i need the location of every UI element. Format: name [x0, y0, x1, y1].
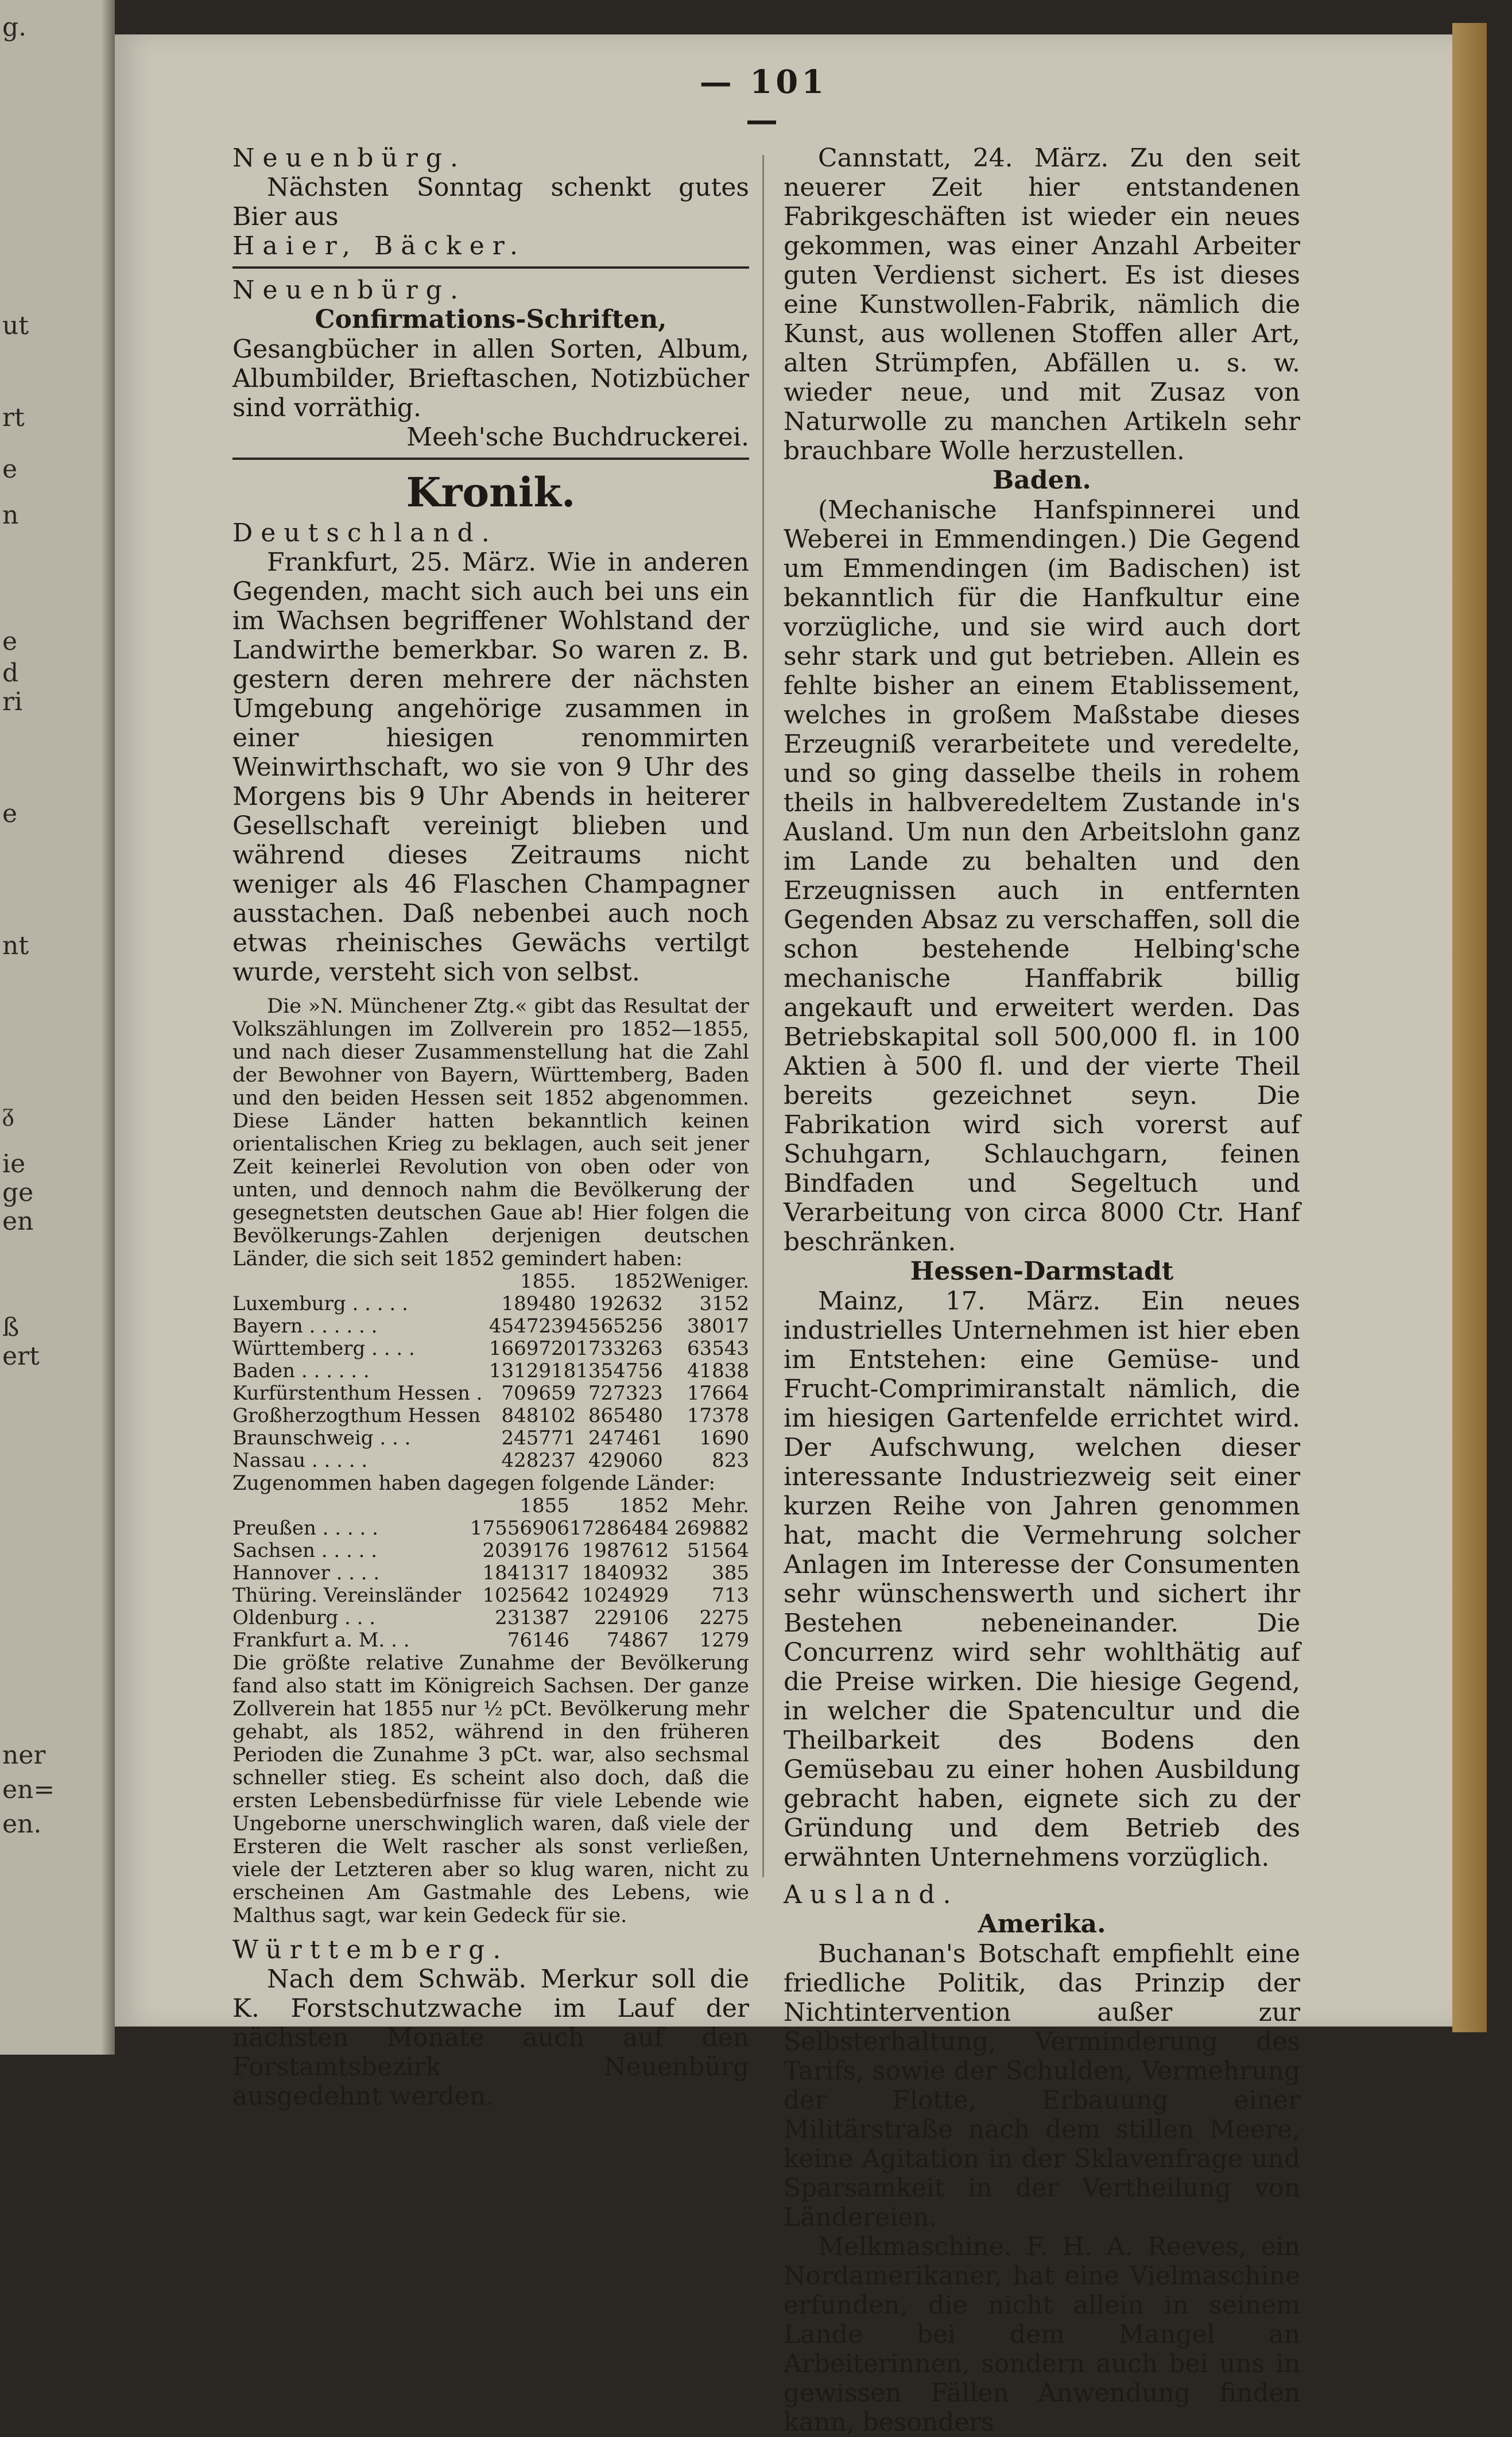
left-page-text: ge — [2, 1178, 34, 1207]
table-cell: 247461 — [588, 1427, 663, 1450]
table-row — [232, 1540, 749, 1562]
table-cell: Preußen . . . . . — [232, 1517, 378, 1540]
ad2-title: Confirmations-Schriften, — [315, 305, 667, 334]
article-wuerttemberg: Nach dem Schwäb. Merkur soll die K. Forstschutzwache im Lauf der nächsten Monate auch auf den Forstamtsbezirk Neuenbürg ausgedehnt werden. — [232, 1965, 749, 2111]
section-heading-kronik: Kronik. — [406, 468, 576, 516]
table-cell: 3152 — [699, 1292, 749, 1315]
heading-deutschland: Deutschland. — [232, 518, 498, 548]
left-column — [232, 144, 749, 2111]
left-page-text: ß — [2, 1313, 20, 1342]
table-cell: 713 — [712, 1584, 749, 1607]
separator-rule — [232, 458, 749, 460]
column-divider — [762, 155, 764, 1877]
table-cell: 41838 — [687, 1359, 749, 1382]
table-row — [232, 1293, 749, 1315]
table-cell: 38017 — [687, 1315, 749, 1338]
table-cell: 2275 — [699, 1606, 749, 1629]
table-row — [232, 1405, 749, 1427]
table-cell: 1690 — [699, 1427, 749, 1450]
left-page-text: ie — [2, 1149, 26, 1179]
left-page-text: en. — [2, 1810, 42, 1839]
population-decrease-table — [232, 1270, 749, 1472]
table-header — [232, 1270, 489, 1293]
heading-baden: Baden. — [993, 466, 1091, 495]
table-cell: 74867 — [606, 1629, 669, 1652]
table-cell: 229106 — [594, 1606, 669, 1629]
table-header: Weniger. — [662, 1270, 749, 1293]
left-page-text: en — [2, 1207, 34, 1236]
table-cell: 63543 — [687, 1337, 749, 1360]
table-cell: 51564 — [687, 1539, 749, 1562]
table-cell: Großherzogthum Hessen — [232, 1404, 481, 1427]
table-row — [232, 1315, 749, 1338]
table-header — [232, 1495, 470, 1517]
table-cell: 192632 — [588, 1292, 663, 1315]
book-gutter — [101, 0, 115, 2055]
table-cell: 76146 — [507, 1629, 569, 1652]
left-page-text: ᵹ — [2, 1098, 14, 1127]
table-cell: 865480 — [588, 1404, 663, 1427]
table-cell: 429060 — [588, 1449, 663, 1472]
ad1-signature: Haier, Bäcker. — [232, 231, 526, 261]
table-cell: 727323 — [588, 1382, 663, 1405]
table-row — [232, 1517, 749, 1540]
left-page-text: ert — [2, 1342, 40, 1371]
table-cell: 1354756 — [576, 1359, 663, 1382]
page-edge — [1452, 23, 1487, 2032]
table-cell: Sachsen . . . . . — [232, 1539, 378, 1562]
left-page-text: ner — [2, 1741, 46, 1770]
left-page-text: ut — [2, 311, 29, 340]
table-row — [232, 1562, 749, 1584]
article-frankfurt: Frankfurt, 25. März. Wie in anderen Gegenden, macht sich auch bei uns ein im Wachsen begriffener Wohlstand der Landwirthe bemerkbar. So waren z. B. gestern deren mehrere der nächsten Umgebung angehörige zusammen in einer hiesigen renommirten Weinwirthschaft, wo sie von 9 Uhr des Morgens bis 9 Uhr Abends in heiterer Gesellschaft vereinigt blieben und während dieses Zeitraums nicht weniger als 46 Flaschen Champagner ausstachen. Daß nebenbei auch noch etwas rheinisches Gewächs vertilgt wurde, versteht sich von selbst. — [232, 548, 749, 987]
table-cell: 17556906 — [470, 1517, 569, 1540]
ad2-signature: Meeh'sche Buchdruckerei. — [406, 423, 749, 452]
table-cell: 1840932 — [581, 1562, 669, 1584]
table-row — [232, 1450, 749, 1472]
left-page-text: e — [2, 455, 18, 484]
table-cell: 1669720 — [489, 1337, 576, 1360]
table-row — [232, 1607, 749, 1629]
table-cell: 709659 — [501, 1382, 576, 1405]
table-row — [232, 1629, 749, 1652]
table-row — [232, 1584, 749, 1607]
table-cell: 428237 — [501, 1449, 576, 1472]
table-cell: 1025642 — [482, 1584, 569, 1607]
separator-rule — [232, 266, 749, 269]
table-cell: Luxemburg . . . . . — [232, 1292, 408, 1315]
table-row — [232, 1382, 749, 1405]
table-cell: 1024929 — [581, 1584, 669, 1607]
table-cell: 1279 — [699, 1629, 749, 1652]
left-page-text: g. — [2, 13, 27, 42]
left-page-text: nt — [2, 931, 29, 960]
table-cell: Frankfurt a. M. . . — [232, 1629, 410, 1652]
table-cell: Oldenburg . . . — [232, 1606, 376, 1629]
table-cell: Kurfürstenthum Hessen . — [232, 1382, 483, 1405]
table-cell: 1733263 — [576, 1337, 663, 1360]
heading-ausland: Ausland. — [784, 1880, 959, 1909]
table-cell: 17286484 — [569, 1517, 669, 1540]
table-header: 1855 — [519, 1494, 569, 1517]
article-buchanan: Buchanan's Botschaft empfiehlt eine friedliche Politik, das Prinzip der Nichtintervention außer zur Selbsterhaltung, Verminderung des Tarifs, sowie der Schulden, Vermehrung der Flotte, Erbauung einer Militärstraße nach dem stillen Meere, keine Agitation in der Sklavenfrage und Sparsamkeit in der Vertheilung von Ländereien. — [784, 1939, 1300, 2232]
left-page-text: d — [2, 658, 19, 688]
article-mainz: Mainz, 17. März. Ein neues industrielles Unternehmen ist hier eben im Entstehen: eine Gemüse- und Frucht-Comprimiranstalt nämlich, die im hiesigen Gartenfelde errichtet wird. Der Aufschwung, welchen dieser interessante Industriezweig seit einer kurzen Reihe von Jahren genommen hat, macht die Vermehrung solcher Anlagen im Interesse der Consumenten sehr wünschenswerth und sichert ihr Bestehen nebeneinander. Die Concurrenz wird sehr wohlthätig auf die Preise wirken. Die hiesige Gegend, in welcher die Spatencultur und die Theilbarkeit des Bodens den Gemüsebau zu einer hohen Ausbildung gebracht haben, eignete sich zu der Gründung und dem Betrieb des erwähnten Unternehmens vorzüglich. — [784, 1287, 1300, 1872]
page-number: — 101 — — [699, 63, 828, 139]
article-cannstatt: Cannstatt, 24. März. Zu den seit neuerer Zeit hier entstandenen Fabrikgeschäften ist wieder ein neues gekommen, was einer Anzahl Arbeiter guten Verdienst sichert. Es ist dieses eine Kunstwollen-Fabrik, nämlich die Kunst, aus wollenen Stoffen aller Art, alten Strümpfen, Abfällen u. s. w. wieder neue, und mit Zusaz von Naturwolle zu manchen Artikeln sehr brauchbare Wolle herzustellen. — [784, 144, 1300, 466]
table-cell: Baden . . . . . . — [232, 1359, 370, 1382]
table2-caption: Zugenommen haben dagegen folgende Länder: — [232, 1472, 716, 1495]
table-cell: 385 — [712, 1562, 749, 1584]
left-page-text: e — [2, 627, 18, 656]
table-cell: 2039176 — [482, 1539, 569, 1562]
table-cell: 269882 — [674, 1517, 749, 1540]
table-row — [232, 1427, 749, 1450]
table-cell: 4565256 — [576, 1315, 663, 1338]
table-cell: Nassau . . . . . — [232, 1449, 368, 1472]
article-melkmaschine: Melkmaschine. F. H. A. Reeves, ein Nordamerikaner, hat eine Vielmaschine erfunden, die nicht allein in seinem Lande bei dem Mangel an Arbeiterinnen, sondern auch bei uns in gewissen Fällen Anwendung finden kann, besonders — [784, 2232, 1300, 2437]
table-cell: 4547239 — [489, 1315, 576, 1338]
table-cell: 1987612 — [581, 1539, 669, 1562]
table-row — [232, 1360, 749, 1382]
left-page-text: rt — [2, 403, 25, 432]
table-cell: 189480 — [501, 1292, 576, 1315]
table-row — [232, 1338, 749, 1360]
right-column — [784, 144, 1300, 2437]
table-cell: 1312918 — [489, 1359, 576, 1382]
left-page-text: en= — [2, 1775, 55, 1804]
left-page-fragment — [0, 0, 115, 2055]
article-baden: (Mechanische Hanfspinnerei und Weberei in Emmendingen.) Die Gegend um Emmendingen (im Badischen) ist bekanntlich für die Hanfkultur eine vorzügliche, und sie wird auch dort sehr stark und gut betrieben. Allein es fehlte bisher an einem Etablissement, welches in großem Maßstabe dieses Erzeugniß verarbeitete und veredelte, und so ging dasselbe theils in rohem theils in halbveredeltem Zustande in's Ausland. Um nun den Arbeitslohn ganz im Lande zu behalten und den Erzeugnissen auch in entfernten Gegenden Absaz zu verschaffen, soll die schon bestehende Helbing'sche mechanische Hanffabrik billig angekauft und erweitert werden. Das Betriebskapital soll 500,000 fl. in 100 Aktien à 500 fl. und der vierte Theil bereits gezeichnet seyn. Die Fabrikation wird sich vorerst auf Schuhgarn, Schlauchgarn, feinen Bindfaden und Segeltuch und Verarbeitung von circa 8000 Ctr. Hanf beschränken. — [784, 495, 1300, 1257]
article-census-outro: Die größte relative Zunahme der Bevölkerung fand also statt im Königreich Sachsen. Der ganze Zollverein hat 1855 nur ½ pCt. Bevölkerung mehr gehabt, als 1852, während in den früheren Perioden die Zunahme 3 pCt. war, also sechsmal schneller stieg. Es scheint also doch, daß die ersten Lebensbedürfnisse für viele Lebende wie Ungeborne unerschwinglich waren, daß viele der Ersteren die Welt rascher als sonst verließen, viele der Letzteren aber so klug waren, nicht zu erscheinen Am Gastmahle des Lebens, wie Malthus sagt, war kein Gedeck für sie. — [232, 1652, 749, 1927]
ad1-place: Neuenbürg. — [232, 144, 466, 173]
table-cell: Hannover . . . . — [232, 1562, 380, 1584]
table-cell: 823 — [712, 1449, 749, 1472]
heading-wuerttemberg: Württemberg. — [232, 1935, 509, 1965]
table-header: 1852 — [619, 1494, 669, 1517]
table-cell: 17378 — [687, 1404, 749, 1427]
table-cell: Württemberg . . . . — [232, 1337, 415, 1360]
ad1-text: Nächsten Sonntag schenkt gutes Bier aus — [232, 173, 749, 231]
ad2-text: Gesangbücher in allen Sorten, Album, Albumbilder, Brieftaschen, Notizbücher sind vorräthig. — [232, 335, 749, 423]
heading-hessen: Hessen-Darmstadt — [910, 1257, 1174, 1286]
table-header: 1852 — [613, 1270, 663, 1293]
table-header: 1855. — [519, 1270, 576, 1293]
table-cell: Braunschweig . . . — [232, 1427, 411, 1450]
table-cell: 848102 — [501, 1404, 576, 1427]
population-increase-table — [232, 1495, 749, 1652]
table-header: Mehr. — [691, 1494, 749, 1517]
table-cell: Bayern . . . . . . — [232, 1315, 378, 1338]
article-census-intro: Die »N. Münchener Ztg.« gibt das Resultat der Volkszählungen im Zollverein pro 1852—1855, und nach dieser Zusammenstellung hat die Zahl der Bewohner von Bayern, Württemberg, Baden und den beiden Hessen seit 1852 abgenommen. Diese Länder hatten bekanntlich keinen orientalischen Krieg zu beklagen, auch seit jener Zeit keinerlei Revolution von oben oder von unten, und dennoch nahm die Bevölkerung der gesegnetsten deutschen Gaue ab! Hier folgen die Bevölkerungs-Zahlen derjenigen deutschen Länder, die sich seit 1852 gemindert haben: — [232, 995, 749, 1270]
heading-amerika: Amerika. — [978, 1909, 1106, 1939]
table-cell: 17664 — [687, 1382, 749, 1405]
table-cell: 1841317 — [482, 1562, 569, 1584]
table-cell: 245771 — [501, 1427, 576, 1450]
table-cell: Thüring. Vereinsländer — [232, 1584, 462, 1607]
left-page-text: e — [2, 799, 18, 828]
ad2-place: Neuenbürg. — [232, 276, 466, 305]
left-page-text: ri — [2, 687, 23, 716]
table-cell: 231387 — [495, 1606, 569, 1629]
left-page-text: n — [2, 501, 19, 530]
